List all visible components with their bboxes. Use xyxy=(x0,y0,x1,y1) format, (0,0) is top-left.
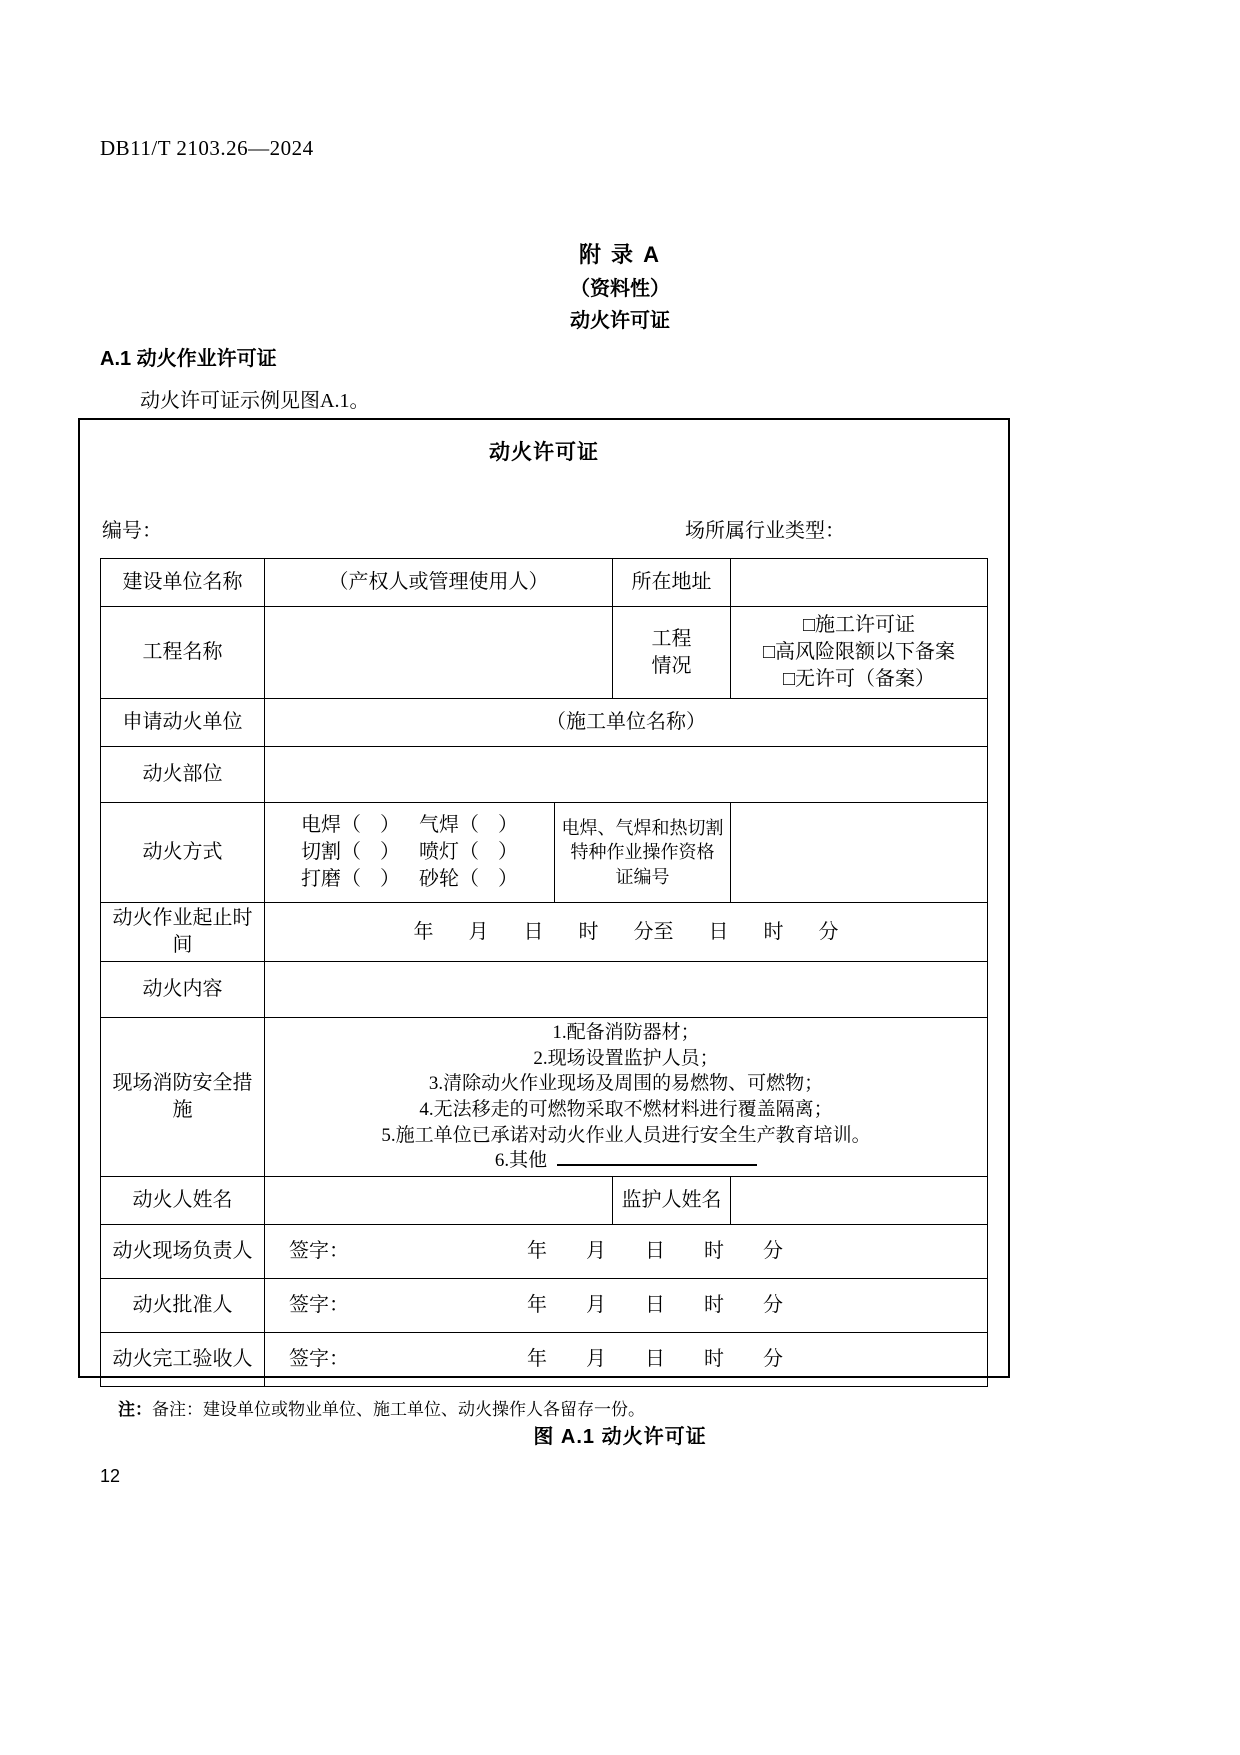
table-row xyxy=(101,1224,988,1278)
fire-method-options xyxy=(265,803,555,903)
cert-number-label xyxy=(555,803,731,903)
checkbox-option: □无许可（备案） xyxy=(782,668,936,690)
project-name-label: 工程名称 xyxy=(101,607,265,699)
figure-caption: 图 A.1 动火许可证 xyxy=(533,1426,707,1448)
project-status-label xyxy=(613,607,731,699)
table-row xyxy=(101,747,988,803)
table-row xyxy=(101,1278,988,1332)
table-row xyxy=(101,699,988,747)
appendix-heading: 附 录 A xyxy=(578,242,662,267)
operator-name-value xyxy=(265,1176,613,1224)
form-note xyxy=(118,1395,1008,1420)
checkbox-option: □高风险限额以下备案 xyxy=(762,641,956,663)
sign-label: 签字： xyxy=(289,1347,349,1370)
sign-date-blanks: 年 月 日 时 分 xyxy=(527,1347,783,1370)
applicant-unit-label: 申请动火单位 xyxy=(101,699,265,747)
project-status-label-line: 情况 xyxy=(651,654,692,677)
cert-number-value xyxy=(731,803,988,903)
construction-unit-value: （产权人或管理使用人） xyxy=(265,559,613,607)
industry-type-label: 场所属行业类型： xyxy=(685,520,845,542)
project-status-options xyxy=(731,607,988,699)
applicant-unit-value: （施工单位名称） xyxy=(265,699,988,747)
cert-label-line: 证编号 xyxy=(615,866,670,887)
table-row xyxy=(101,559,988,607)
form-title: 动火许可证 xyxy=(489,441,599,464)
table-row xyxy=(101,962,988,1018)
fire-location-label: 动火部位 xyxy=(101,747,265,803)
address-label: 所在地址 xyxy=(613,559,731,607)
table-row xyxy=(101,803,988,903)
cert-label-line: 特种作业操作资格 xyxy=(570,842,715,863)
method-line: 电焊（ ） 气焊（ ） xyxy=(301,814,518,836)
fire-permit-form xyxy=(78,418,1010,1419)
note-label: 注： xyxy=(118,1399,152,1419)
method-line: 打磨（ ） 砂轮（ ） xyxy=(301,868,518,890)
appendix-subject: 动火许可证 xyxy=(570,310,670,332)
sign-label: 签字： xyxy=(289,1239,349,1262)
project-name-value xyxy=(265,607,613,699)
form-header-line xyxy=(80,514,1008,542)
fire-method-label: 动火方式 xyxy=(101,803,265,903)
sign-date-blanks: 年 月 日 时 分 xyxy=(527,1293,783,1316)
address-value xyxy=(731,559,988,607)
construction-unit-label: 建设单位名称 xyxy=(101,559,265,607)
safety-item-other-label: 6.其他 xyxy=(494,1150,548,1172)
note-text: 备注：建设单位或物业单位、施工单位、动火操作人各留存一份。 xyxy=(152,1399,645,1419)
safety-measures-label: 现场消防安全措施 xyxy=(101,1018,265,1177)
table-row xyxy=(101,1332,988,1386)
safety-measures-list xyxy=(265,1018,988,1177)
method-line: 切割（ ） 喷灯（ ） xyxy=(301,841,518,863)
appendix-subheading: （资料性） xyxy=(570,278,670,300)
safety-item: 4.无法移走的可燃物采取不燃材料进行覆盖隔离； xyxy=(419,1098,833,1120)
safety-item: 2.现场设置监护人员； xyxy=(533,1047,719,1069)
cert-label-line: 电焊、气焊和热切割 xyxy=(561,818,724,839)
site-manager-label: 动火现场负责人 xyxy=(101,1224,265,1278)
sign-date-blanks: 年 月 日 时 分 xyxy=(527,1239,783,1262)
table-row xyxy=(101,1018,988,1177)
completion-inspector-label: 动火完工验收人 xyxy=(101,1332,265,1386)
safety-item: 3.清除动火作业现场及周围的易燃物、可燃物； xyxy=(428,1073,824,1095)
checkbox-option: □施工许可证 xyxy=(802,614,916,636)
project-status-label-line: 工程 xyxy=(651,627,692,650)
completion-inspector-signature xyxy=(265,1332,988,1386)
guardian-name-label: 监护人姓名 xyxy=(613,1176,731,1224)
table-row xyxy=(101,903,988,962)
doc-code: DB11/T 2103.26—2024 xyxy=(100,136,314,160)
page-number: 12 xyxy=(100,1466,121,1486)
approver-label: 动火批准人 xyxy=(101,1278,265,1332)
fire-content-label: 动火内容 xyxy=(101,962,265,1018)
fire-location-value xyxy=(265,747,988,803)
operator-name-label: 动火人姓名 xyxy=(101,1176,265,1224)
fire-time-value: 年 月 日 时 分至 日 时 分 xyxy=(265,903,988,962)
approver-signature xyxy=(265,1278,988,1332)
fire-content-value xyxy=(265,962,988,1018)
safety-item: 5.施工单位已承诺对动火作业人员进行安全生产教育培训。 xyxy=(381,1124,871,1146)
safety-item-other xyxy=(269,1148,983,1174)
fire-time-label: 动火作业起止时间 xyxy=(101,903,265,962)
site-manager-signature xyxy=(265,1224,988,1278)
section-heading: A.1 动火作业许可证 xyxy=(100,348,277,370)
guardian-name-value xyxy=(731,1176,988,1224)
safety-item: 1.配备消防器材； xyxy=(552,1022,700,1043)
permit-number-label: 编号： xyxy=(102,520,162,542)
permit-table xyxy=(100,558,988,1387)
blank-underline xyxy=(557,1153,757,1166)
intro-text: 动火许可证示例见图A.1。 xyxy=(140,390,370,412)
table-row xyxy=(101,607,988,699)
sign-label: 签字： xyxy=(289,1293,349,1316)
table-row xyxy=(101,1176,988,1224)
